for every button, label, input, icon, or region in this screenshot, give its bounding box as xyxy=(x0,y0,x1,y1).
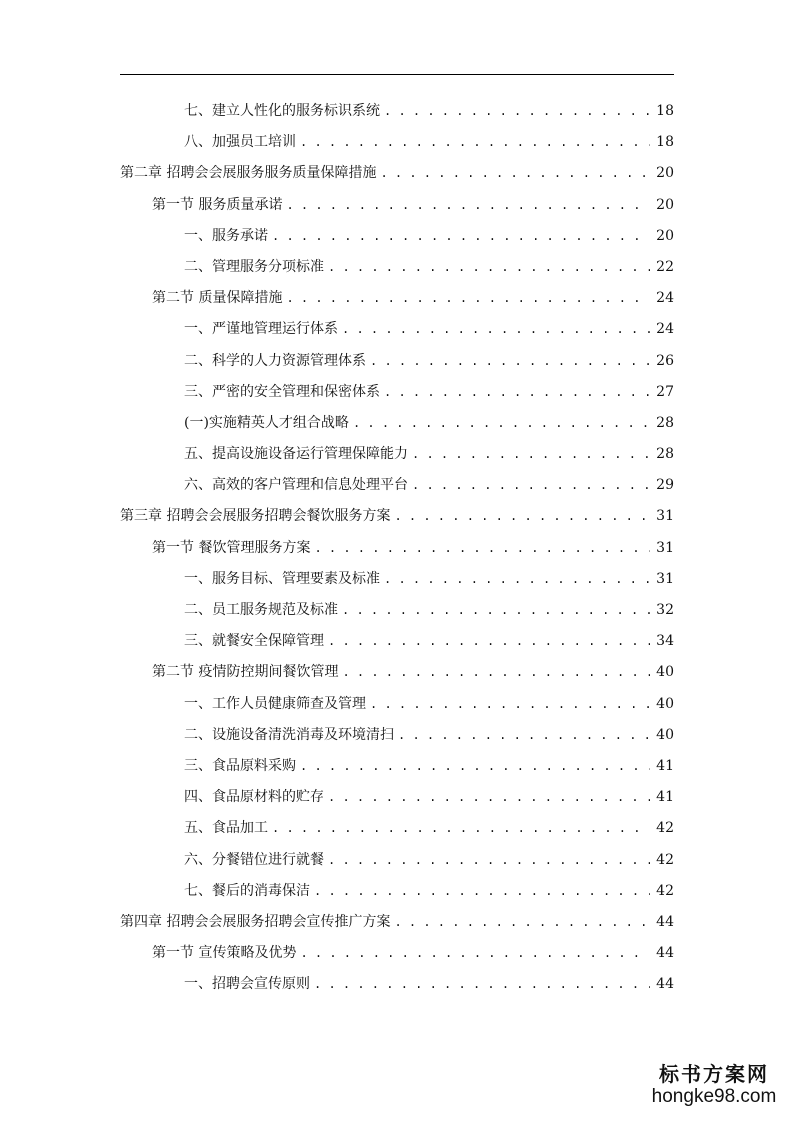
toc-entry-page-number: 41 xyxy=(656,757,674,774)
toc-entry-title: 二、管理服务分项标准 xyxy=(184,258,324,275)
toc-entry-page-number: 31 xyxy=(656,539,674,556)
toc-entry-title: 八、加强员工培训 xyxy=(184,134,296,151)
toc-entry-title: 七、餐后的消毒保洁 xyxy=(184,882,310,899)
toc-entry[interactable] xyxy=(120,221,674,252)
toc-dot-leader xyxy=(353,408,650,439)
toc-entry-page-number: 29 xyxy=(656,477,674,494)
toc-entry-page-number: 18 xyxy=(656,103,674,119)
toc-dot-leader xyxy=(384,564,650,595)
toc-dot-leader xyxy=(300,938,650,969)
toc-dot-leader xyxy=(272,221,650,252)
toc-dot-leader xyxy=(398,720,650,751)
toc-dot-leader xyxy=(314,969,650,1000)
toc-entry[interactable] xyxy=(120,813,674,844)
toc-entry-page-number: 40 xyxy=(656,695,674,712)
toc-entry-title: 第三章 招聘会会展服务招聘会餐饮服务方案 xyxy=(120,508,391,525)
toc-entry[interactable] xyxy=(120,127,674,158)
toc-entry-title: 第一节 餐饮管理服务方案 xyxy=(152,539,311,556)
toc-entry[interactable] xyxy=(120,252,674,283)
toc-entry-page-number: 44 xyxy=(656,976,674,993)
toc-entry[interactable] xyxy=(120,408,674,439)
toc-entry-title: 二、员工服务规范及标准 xyxy=(184,602,338,618)
toc-entry[interactable] xyxy=(120,190,674,221)
toc-entry-page-number: 28 xyxy=(656,446,674,463)
toc-entry-title: 三、就餐安全保障管理 xyxy=(184,633,324,650)
toc-entry-title: 五、食品加工 xyxy=(184,820,268,837)
toc-dot-leader xyxy=(272,813,650,844)
toc-dot-leader xyxy=(342,314,650,345)
toc-entry[interactable] xyxy=(120,845,674,876)
toc-dot-leader xyxy=(412,439,650,470)
toc-dot-leader xyxy=(342,657,650,688)
watermark-chinese-text: 标书方案网 xyxy=(659,1062,769,1086)
toc-entry[interactable] xyxy=(120,158,674,189)
toc-dot-leader xyxy=(300,751,650,782)
toc-entry[interactable] xyxy=(120,657,674,688)
toc-entry-title: 一、工作人员健康筛查及管理 xyxy=(184,695,366,712)
toc-dot-leader xyxy=(328,252,650,283)
toc-dot-leader xyxy=(412,470,650,501)
toc-entry[interactable] xyxy=(120,377,674,408)
toc-entry-page-number: 18 xyxy=(656,134,674,151)
toc-entry-page-number: 28 xyxy=(656,414,674,431)
toc-entry[interactable] xyxy=(120,470,674,501)
toc-entry-title: 三、严密的安全管理和保密体系 xyxy=(184,383,380,400)
toc-dot-leader xyxy=(286,283,650,314)
toc-dot-leader xyxy=(314,876,650,907)
toc-entry-title: (一)实施精英人才组合战略 xyxy=(184,414,349,431)
toc-entry-page-number: 31 xyxy=(656,570,674,587)
toc-entry-page-number: 22 xyxy=(656,258,674,275)
toc-dot-leader xyxy=(370,346,650,377)
toc-entry-title: 一、严谨地管理运行体系 xyxy=(184,321,338,338)
toc-dot-leader xyxy=(370,689,650,720)
toc-dot-leader xyxy=(328,782,650,813)
toc-entry-page-number: 42 xyxy=(656,851,674,868)
toc-entry-title: 三、食品原料采购 xyxy=(184,757,296,774)
toc-entry[interactable] xyxy=(120,564,674,595)
watermark-logo xyxy=(649,1062,779,1108)
toc-dot-leader xyxy=(314,533,650,564)
toc-entry-title: 六、高效的客户管理和信息处理平台 xyxy=(184,477,408,494)
toc-entry[interactable] xyxy=(120,626,674,657)
toc-dot-leader xyxy=(384,377,650,408)
toc-entry[interactable] xyxy=(120,283,674,314)
toc-entry[interactable] xyxy=(120,439,674,470)
toc-entry-title: 五、提高设施设备运行管理保障能力 xyxy=(184,446,408,463)
toc-entry-page-number: 27 xyxy=(656,383,674,400)
toc-entry[interactable] xyxy=(120,96,674,127)
toc-entry[interactable] xyxy=(120,501,674,532)
toc-entry-page-number: 44 xyxy=(656,913,674,930)
toc-entry-page-number: 31 xyxy=(656,508,674,525)
toc-dot-leader xyxy=(384,96,650,127)
toc-entry-title: 一、服务承诺 xyxy=(184,227,268,244)
toc-entry[interactable] xyxy=(120,689,674,720)
toc-entry-title: 二、科学的人力资源管理体系 xyxy=(184,352,366,369)
toc-entry-title: 一、服务目标、管理要素及标准 xyxy=(184,570,380,587)
toc-entry-page-number: 41 xyxy=(656,789,674,806)
toc-entry-page-number: 44 xyxy=(656,945,674,962)
toc-entry-page-number: 24 xyxy=(656,321,674,338)
toc-entry-title: 第一节 服务质量承诺 xyxy=(152,196,283,213)
toc-entry[interactable] xyxy=(120,907,674,938)
toc-entry[interactable] xyxy=(120,969,674,1000)
toc-entry-page-number: 26 xyxy=(656,352,674,369)
toc-entry-page-number: 34 xyxy=(656,633,674,650)
toc-entry-title: 第一节 宣传策略及优势 xyxy=(152,945,297,962)
toc-entry-title: 第二节 质量保障措施 xyxy=(152,290,283,307)
toc-entry[interactable] xyxy=(120,876,674,907)
toc-entry-title: 六、分餐错位进行就餐 xyxy=(184,851,324,868)
toc-entry-page-number: 20 xyxy=(656,196,674,213)
toc-entry-title: 第四章 招聘会会展服务招聘会宣传推广方案 xyxy=(120,913,391,930)
toc-entry-page-number: 40 xyxy=(656,726,674,743)
toc-entry-page-number: 40 xyxy=(656,664,674,681)
toc-entry[interactable] xyxy=(120,346,674,377)
toc-entry[interactable] xyxy=(120,595,674,626)
toc-dot-leader xyxy=(328,845,650,876)
toc-entry-page-number: 32 xyxy=(656,602,674,618)
toc-dot-leader xyxy=(394,907,650,938)
toc-dot-leader xyxy=(394,501,650,532)
header-rule xyxy=(120,74,674,75)
toc-entry-title: 一、招聘会宣传原则 xyxy=(184,976,310,993)
toc-dot-leader xyxy=(286,190,650,221)
toc-entry-title: 二、设施设备清洗消毒及环境清扫 xyxy=(184,726,394,743)
table-of-contents xyxy=(120,96,674,1000)
toc-entry-page-number: 20 xyxy=(656,227,674,244)
toc-entry-title: 第二节 疫情防控期间餐饮管理 xyxy=(152,664,339,681)
toc-dot-leader xyxy=(328,626,650,657)
toc-entry[interactable] xyxy=(120,938,674,969)
toc-entry-title: 七、建立人性化的服务标识系统 xyxy=(184,103,380,119)
toc-dot-leader xyxy=(342,595,650,626)
toc-dot-leader xyxy=(300,127,650,158)
toc-entry-page-number: 24 xyxy=(656,290,674,307)
toc-entry[interactable] xyxy=(120,533,674,564)
toc-entry-title: 四、食品原材料的贮存 xyxy=(184,789,324,806)
toc-entry[interactable] xyxy=(120,751,674,782)
watermark-domain-text: hongke98.com xyxy=(651,1086,777,1107)
toc-dot-leader xyxy=(380,158,650,189)
toc-entry[interactable] xyxy=(120,314,674,345)
toc-entry-page-number: 20 xyxy=(656,165,674,182)
toc-entry-page-number: 42 xyxy=(656,820,674,837)
toc-entry-page-number: 42 xyxy=(656,882,674,899)
toc-entry[interactable] xyxy=(120,782,674,813)
toc-entry[interactable] xyxy=(120,720,674,751)
toc-entry-title: 第二章 招聘会会展服务服务质量保障措施 xyxy=(120,165,377,182)
